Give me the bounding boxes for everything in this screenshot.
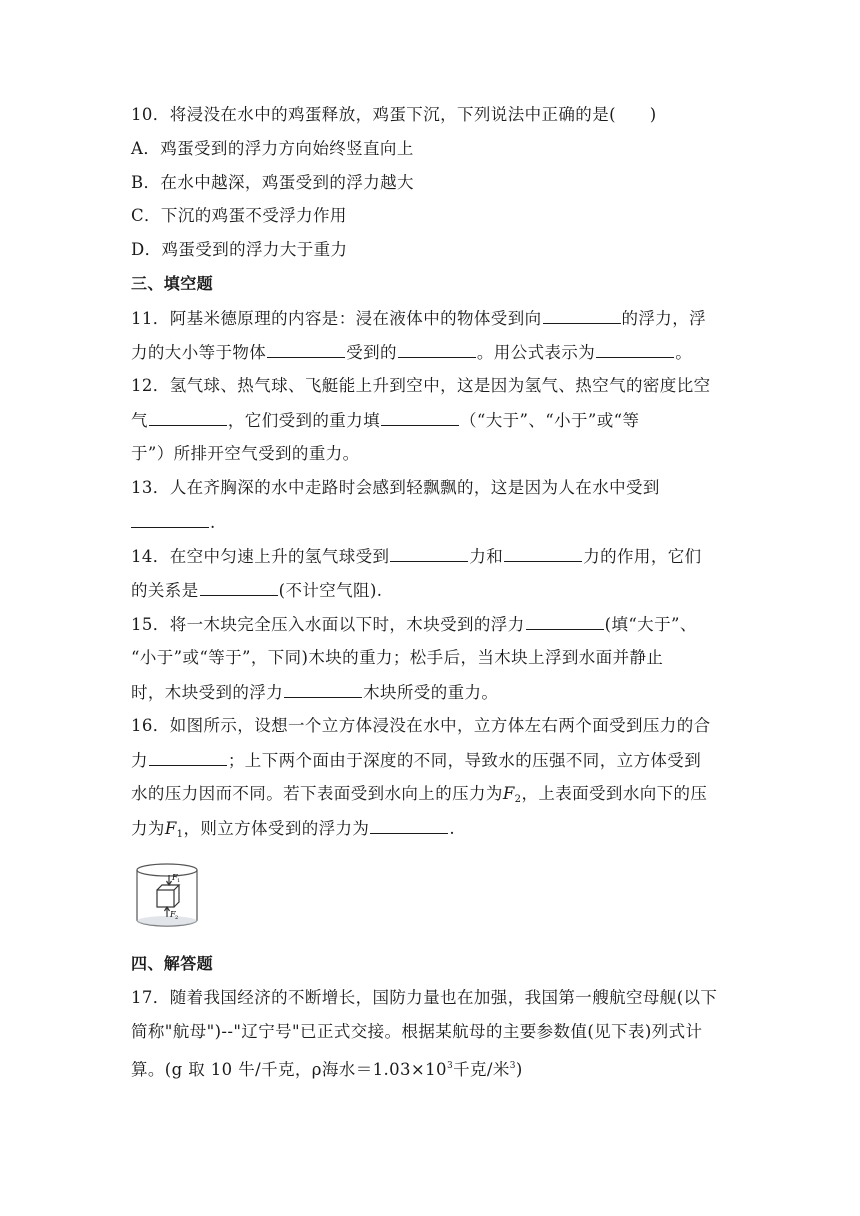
q15-line-3 <box>131 681 498 704</box>
q16-text: ，上表面受到水向下的压 <box>521 784 708 803</box>
answer-blank[interactable] <box>149 409 227 426</box>
f2-label-subscript: 2 <box>175 915 179 921</box>
q13-line-1: 13．人在齐胸深的水中走路时会感到轻飘飘的，这是因为人在水中受到 <box>131 478 660 497</box>
q15-text: (填“大于”、 <box>604 615 697 634</box>
q12-text: ，它们受到的重力填 <box>227 411 381 430</box>
answer-blank[interactable] <box>267 341 345 358</box>
q15-line-2: “小于”或“等于”，下同)木块的重力；松手后，当木块上浮到水面并静止 <box>131 648 664 667</box>
q16-text: 力 <box>131 751 148 770</box>
answer-blank[interactable] <box>390 545 468 562</box>
q11-line-2 <box>131 341 692 364</box>
q16-line-4 <box>131 817 455 846</box>
answer-blank[interactable] <box>200 579 278 596</box>
q13-text: . <box>210 513 216 532</box>
answer-blank[interactable] <box>526 613 604 630</box>
cylinder-diagram <box>131 860 203 932</box>
q17-text: 千克/米 <box>453 1060 510 1079</box>
answer-blank[interactable] <box>284 681 362 698</box>
q11-text: 11．阿基米德原理的内容是：浸在液体中的物体受到向 <box>131 309 542 328</box>
cube-front <box>157 890 174 907</box>
answer-blank[interactable] <box>398 341 476 358</box>
q12-line-3: 于”）所排开空气受到的重力。 <box>131 444 360 463</box>
q10-option-c: C．下沉的鸡蛋不受浮力作用 <box>131 206 347 225</box>
q11-text: 。用公式表示为 <box>476 343 596 362</box>
q17-line-1: 17．随着我国经济的不断增长，国防力量也在加强，我国第一艘航空母舰(以下 <box>131 988 718 1007</box>
q15-text: 木块所受的重力。 <box>363 683 499 702</box>
answer-blank[interactable] <box>504 545 582 562</box>
q14-text: 14．在空中匀速上升的氢气球受到 <box>131 547 390 566</box>
force-subscript: 1 <box>176 829 184 840</box>
q15-line-1 <box>131 613 697 636</box>
f2-label: F <box>170 910 176 919</box>
q12-text: （“大于”、“小于”或“等 <box>460 411 640 430</box>
f1-label: F <box>172 873 178 882</box>
cylinder-top <box>137 864 197 876</box>
q11-text: 的浮力，浮 <box>621 309 706 328</box>
q16-line-1: 16．如图所示，设想一个立方体浸没在水中，立方体左右两个面受到压力的合 <box>131 716 711 735</box>
answer-blank[interactable] <box>381 409 459 426</box>
q14-text: 的关系是 <box>131 581 199 600</box>
force-subscript: 2 <box>514 794 522 805</box>
q16-text: 水的压力因而不同。若下表面受到水向上的压力为 <box>131 784 503 803</box>
q11-line-1 <box>131 307 706 330</box>
q14-text: 力和 <box>469 547 504 566</box>
q16-text: ；上下两个面由于深度的不同，导致水的压强不同，立方体受到 <box>227 751 702 770</box>
q14-text: 力的作用，它们 <box>583 547 702 566</box>
answer-blank[interactable] <box>149 749 227 766</box>
q16-line-2 <box>131 749 701 772</box>
q12-line-2 <box>131 409 639 432</box>
answer-blank[interactable] <box>131 511 209 528</box>
q11-text: 力的大小等于物体 <box>131 343 267 362</box>
section-3-heading: 三、填空题 <box>131 274 214 293</box>
q17-text: 算。(g 取 10 牛/千克，ρ海水＝1.03×10 <box>131 1060 447 1079</box>
answer-blank[interactable] <box>596 341 674 358</box>
q17-text: ) <box>515 1060 523 1079</box>
q17-line-3 <box>131 1055 523 1081</box>
f1-label-subscript: 1 <box>177 878 181 884</box>
answer-blank[interactable] <box>370 817 448 834</box>
q16-text: ，则立方体受到的浮力为 <box>183 819 370 838</box>
q14-text: (不计空气阻). <box>278 581 383 600</box>
cube-in-water-figure <box>131 860 203 932</box>
answer-blank[interactable] <box>543 307 621 324</box>
q10-option-a: A．鸡蛋受到的浮力方向始终竖直向上 <box>131 139 414 158</box>
exponent: 3 <box>509 1061 516 1071</box>
q15-text: 15．将一木块完全压入水面以下时，木块受到的浮力 <box>131 615 525 634</box>
q12-text: 气 <box>131 411 148 430</box>
exponent: 3 <box>446 1061 454 1071</box>
q11-text: 受到的 <box>346 343 397 362</box>
q11-text: 。 <box>675 343 693 362</box>
q12-line-1: 12．氢气球、热气球、飞艇能上升到空中，这是因为氢气、热空气的密度比空 <box>131 376 711 395</box>
cylinder-base-shadow <box>137 916 197 926</box>
section-4-heading: 四、解答题 <box>131 954 214 973</box>
q10-option-b: B．在水中越深，鸡蛋受到的浮力越大 <box>131 173 414 192</box>
q16-text: 力为 <box>131 819 165 838</box>
q17-line-2-display: 简称"航母")--"辽宁号"已正式交接。根据某航母的主要参数值(见下表)列式计 <box>131 1022 703 1041</box>
q14-line-2 <box>131 579 382 602</box>
q16-line-3 <box>131 783 707 811</box>
q13-line-2 <box>131 511 216 534</box>
q14-line-1 <box>131 545 702 568</box>
force-symbol: F <box>502 784 515 803</box>
q10-stem: 10．将浸没在水中的鸡蛋释放，鸡蛋下沉，下列说法中正确的是( ) <box>131 105 657 124</box>
q15-text: 时，木块受到的浮力 <box>131 683 284 702</box>
q10-option-d: D．鸡蛋受到的浮力大于重力 <box>131 240 348 259</box>
force-symbol: F <box>164 819 177 838</box>
q16-text: . <box>449 819 455 838</box>
